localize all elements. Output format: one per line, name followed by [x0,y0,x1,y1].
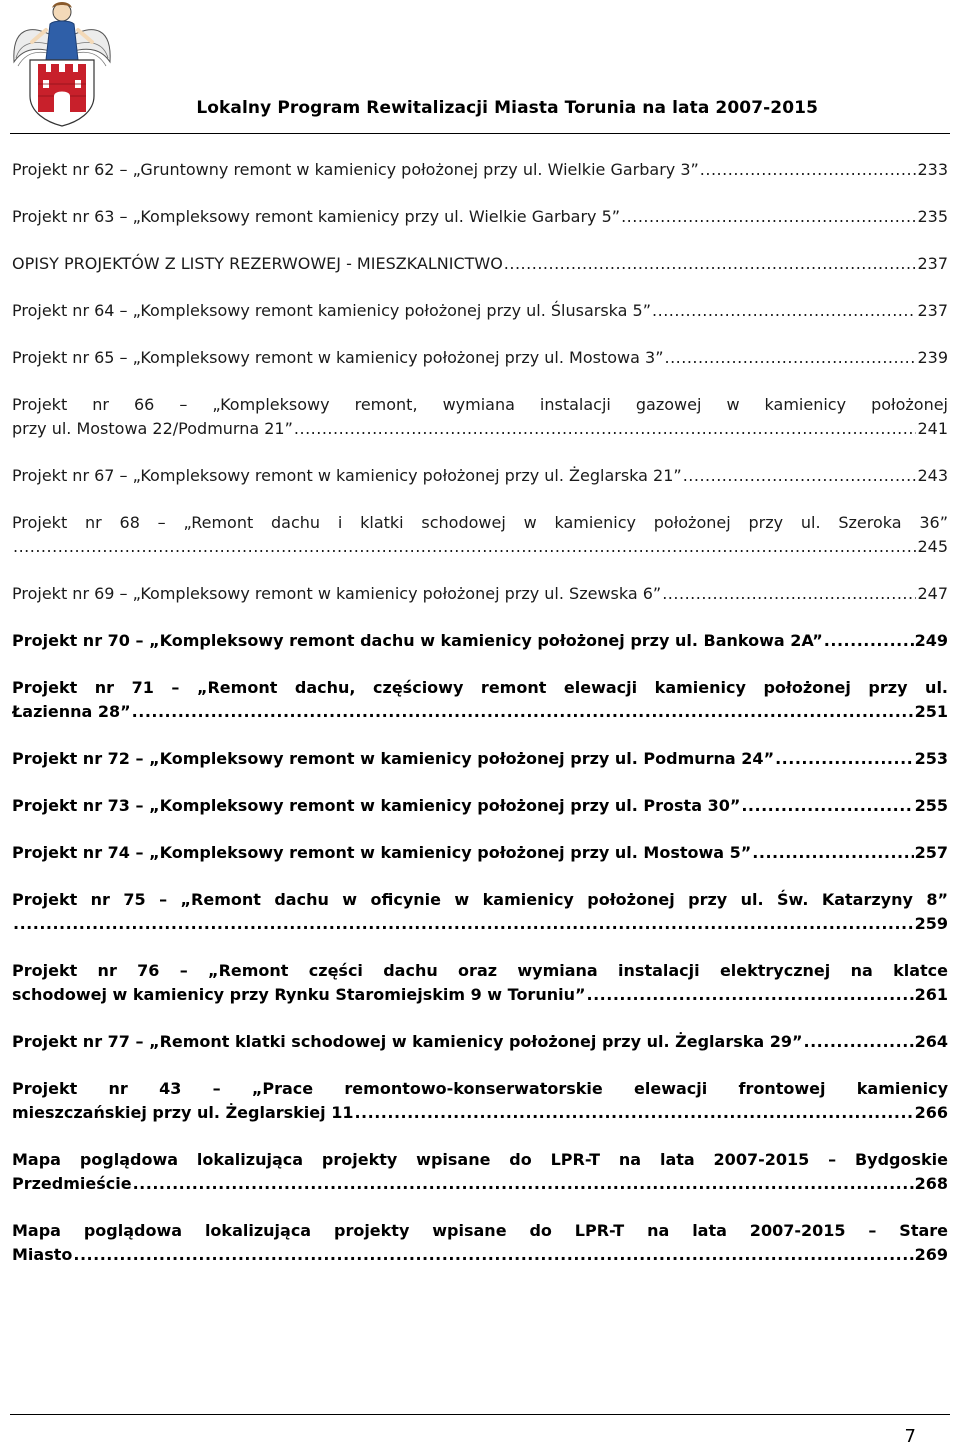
toc-entry-row [12,1243,948,1267]
toc-dot-leader [294,417,917,441]
toc-entry-line: Projekt nr 75 – „Remont dachu w oficynie w kamienicy położonej przy ul. Św. Katarzyny 8” [12,890,948,909]
toc-entry[interactable] [12,1148,948,1196]
toc-dot-leader [13,912,914,936]
toc-entry-line: Projekt nr 76 – „Remont części dachu oraz wymiana instalacji elektrycznej na klatce [12,961,948,980]
toc-entry-row [12,912,948,936]
toc-entry-page: 257 [914,843,948,862]
header-rule [10,133,950,134]
toc-entry-row [12,299,948,323]
toc-entry[interactable] [12,888,948,936]
toc-dot-leader [775,747,914,771]
header-title: Lokalny Program Rewitalizacji Miasta Torunia na lata 2007-2015 [196,98,818,118]
toc-entry-row [12,629,948,653]
toc-entry-row [12,983,948,1007]
toc-entry[interactable] [12,841,948,865]
toc-entry-row [12,417,948,441]
toc-entry-label: Projekt nr 73 – „Kompleksowy remont w kamienicy położonej przy ul. Prosta 30” [12,796,741,815]
toc-entry-page: 249 [914,631,948,650]
toc-entry-page: 237 [917,301,948,320]
toc-dot-leader [804,1030,914,1054]
toc-entry[interactable] [12,1077,948,1125]
toc-entry-page: 269 [914,1245,948,1264]
toc-dot-leader [132,700,914,724]
toc-dot-leader [741,794,913,818]
toc-entry-row [12,252,948,276]
toc-entry-row [12,747,948,771]
toc-entry-label: Projekt nr 70 – „Kompleksowy remont dachu w kamienicy położonej przy ul. Bankowa 2A” [12,631,823,650]
toc-entry-line: Projekt nr 66 – „Kompleksowy remont, wymiana instalacji gazowej w kamienicy położonej [12,395,948,414]
toc-entry-label: Projekt nr 67 – „Kompleksowy remont w kamienicy położonej przy ul. Żeglarska 21” [12,466,682,485]
footer-rule [10,1414,950,1415]
toc-entry-line: Mapa poglądowa lokalizująca projekty wpisane do LPR-T na lata 2007-2015 – Bydgoskie [12,1150,948,1169]
toc-entry[interactable] [12,346,948,370]
toc-entry[interactable] [12,747,948,771]
toc-entry-page: 261 [914,985,948,1004]
toc-entry-row [12,205,948,229]
toc-entry-label: Projekt nr 74 – „Kompleksowy remont w kamienicy położonej przy ul. Mostowa 5” [12,843,752,862]
toc-entry-row [12,158,948,182]
toc-dot-leader [752,841,913,865]
toc-entry-label: Projekt nr 72 – „Kompleksowy remont w kamienicy położonej przy ul. Podmurna 24” [12,749,775,768]
toc-entry-label: mieszczańskiej przy ul. Żeglarskiej 11 [12,1103,354,1122]
toc-entry[interactable] [12,676,948,724]
toc-entry-row [12,535,948,559]
toc-entry-page: 245 [917,537,948,556]
toc-dot-leader [621,205,916,229]
toc-entry[interactable] [12,794,948,818]
toc-dot-leader [133,1172,914,1196]
toc-entry-label: Projekt nr 62 – „Gruntowny remont w kamienicy położonej przy ul. Wielkie Garbary 3” [12,160,699,179]
toc-entry-label: Projekt nr 64 – „Kompleksowy remont kamienicy położonej przy ul. Ślusarska 5” [12,301,652,320]
toc-entry-page: 241 [917,419,948,438]
toc-entry-label: Przedmieście [12,1174,132,1193]
toc-entry-label: schodowej w kamienicy przy Rynku Staromiejskim 9 w Toruniu” [12,985,586,1004]
toc-dot-leader [683,464,917,488]
toc-dot-leader [662,582,916,606]
toc-entry[interactable] [12,511,948,559]
toc-entry-row [12,464,948,488]
toc-entry-line: Projekt nr 43 – „Prace remontowo-konserwatorskie elewacji frontowej kamienicy [12,1079,948,1098]
toc-entry[interactable] [12,582,948,606]
toc-dot-leader [354,1101,913,1125]
toc-entry-page: 251 [914,702,948,721]
page-number: 7 [904,1426,916,1447]
toc-entry[interactable] [12,629,948,653]
toc-entry-label: przy ul. Mostowa 22/Podmurna 21” [12,419,293,438]
toc-entry-page: 259 [914,914,948,933]
toc-entry[interactable] [12,205,948,229]
table-of-contents [12,158,948,1290]
torun-coat-of-arms-icon [8,0,116,128]
toc-entry-row [12,1030,948,1054]
toc-entry-row [12,1172,948,1196]
toc-dot-leader [73,1243,913,1267]
toc-entry-page: 235 [917,207,948,226]
toc-entry-line: Projekt nr 68 – „Remont dachu i klatki schodowej w kamienicy położonej przy ul. Szeroka 36” [12,513,948,532]
toc-dot-leader [700,158,917,182]
toc-dot-leader [587,983,914,1007]
toc-entry-line: Mapa poglądowa lokalizująca projekty wpisane do LPR-T na lata 2007-2015 – Stare [12,1221,948,1240]
toc-entry[interactable] [12,1030,948,1054]
toc-entry-line: Projekt nr 71 – „Remont dachu, częściowy remont elewacji kamienicy położonej przy ul. [12,678,948,697]
toc-entry-row [12,582,948,606]
toc-entry[interactable] [12,299,948,323]
toc-entry-page: 266 [914,1103,948,1122]
toc-entry-label: Łazienna 28” [12,702,131,721]
toc-entry-row [12,1101,948,1125]
toc-entry-page: 253 [914,749,948,768]
toc-entry-row [12,700,948,724]
toc-entry-row [12,346,948,370]
toc-dot-leader [664,346,916,370]
toc-entry[interactable] [12,158,948,182]
toc-entry-label: Projekt nr 69 – „Kompleksowy remont w kamienicy położonej przy ul. Szewska 6” [12,584,662,603]
toc-entry-page: 237 [917,254,948,273]
toc-entry-page: 243 [917,466,948,485]
toc-entry-row [12,841,948,865]
toc-dot-leader [504,252,917,276]
toc-entry-page: 255 [914,796,948,815]
toc-entry[interactable] [12,252,948,276]
toc-entry[interactable] [12,393,948,441]
toc-entry-page: 268 [914,1174,948,1193]
toc-entry[interactable] [12,959,948,1007]
toc-dot-leader [13,535,916,559]
toc-entry-label: OPISY PROJEKTÓW Z LISTY REZERWOWEJ - MIESZKALNICTWO [12,254,503,273]
toc-entry-page: 239 [917,348,948,367]
toc-entry[interactable] [12,464,948,488]
toc-entry-label: Projekt nr 63 – „Kompleksowy remont kamienicy przy ul. Wielkie Garbary 5” [12,207,621,226]
toc-entry-page: 233 [917,160,948,179]
toc-entry-label: Miasto [12,1245,73,1264]
toc-entry-page: 264 [914,1032,948,1051]
toc-entry-label: Projekt nr 65 – „Kompleksowy remont w kamienicy położonej przy ul. Mostowa 3” [12,348,664,367]
toc-dot-leader [652,299,916,323]
toc-entry-label: Projekt nr 77 – „Remont klatki schodowej w kamienicy położonej przy ul. Żeglarska 29” [12,1032,803,1051]
toc-entry[interactable] [12,1219,948,1267]
toc-entry-row [12,794,948,818]
toc-dot-leader [824,629,914,653]
toc-entry-page: 247 [917,584,948,603]
